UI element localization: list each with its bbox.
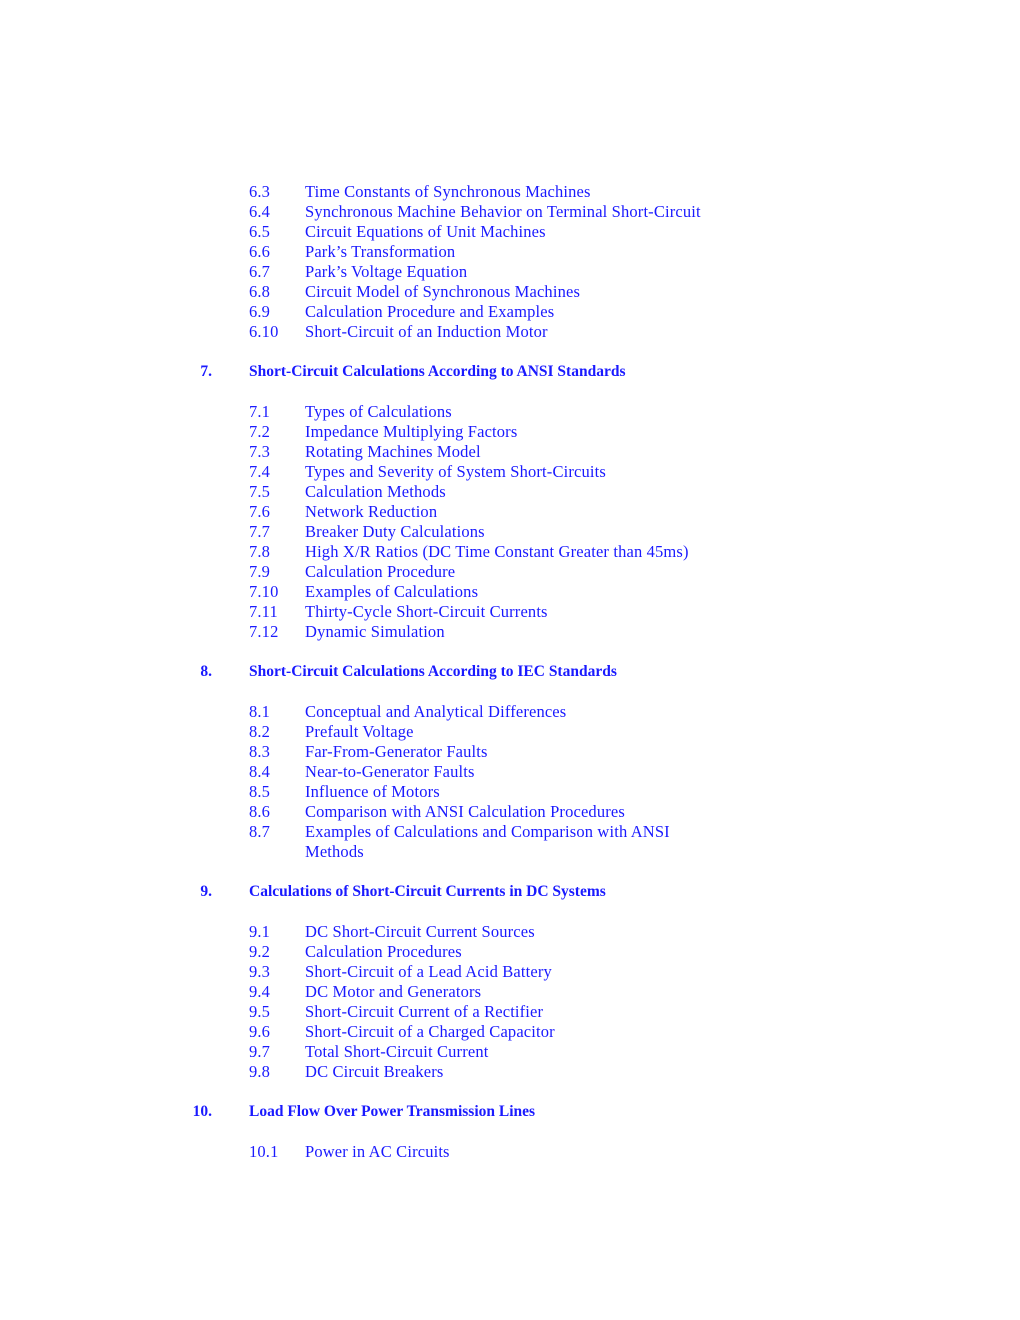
entry-title[interactable]: DC Short-Circuit Current Sources bbox=[305, 922, 535, 941]
chapter-heading[interactable] bbox=[0, 362, 1020, 382]
entry-number: 6.6 bbox=[249, 242, 271, 261]
entry-title[interactable]: DC Circuit Breakers bbox=[305, 1062, 444, 1081]
toc-entry[interactable] bbox=[0, 742, 1020, 762]
entry-title[interactable]: Park’s Voltage Equation bbox=[305, 262, 468, 281]
entry-number: 7.5 bbox=[249, 482, 271, 501]
entry-number: 6.4 bbox=[249, 202, 271, 221]
entry-title[interactable]: Time Constants of Synchronous Machines bbox=[305, 182, 591, 201]
entry-number: 9.5 bbox=[249, 1002, 271, 1021]
entry-number: 6.8 bbox=[249, 282, 271, 301]
entry-number: 6.10 bbox=[249, 322, 279, 341]
entry-title[interactable]: Calculation Procedure and Examples bbox=[305, 302, 555, 321]
chapter-10-section bbox=[0, 1102, 1020, 1162]
entry-number: 8.3 bbox=[249, 742, 271, 761]
entry-title[interactable]: Circuit Model of Synchronous Machines bbox=[305, 282, 581, 301]
entry-number: 6.5 bbox=[249, 222, 271, 241]
entry-title[interactable]: Near-to-Generator Faults bbox=[305, 762, 475, 781]
entry-number: 10.1 bbox=[249, 1142, 279, 1161]
entry-title[interactable]: Short-Circuit of a Charged Capacitor bbox=[305, 1022, 555, 1041]
toc-entry[interactable] bbox=[0, 262, 1020, 282]
toc-entry[interactable] bbox=[0, 482, 1020, 502]
entry-number: 9.6 bbox=[249, 1022, 271, 1041]
entry-number: 7.4 bbox=[249, 462, 271, 481]
chapter-number: 10. bbox=[192, 1103, 212, 1120]
entry-title[interactable]: Network Reduction bbox=[305, 502, 438, 521]
toc-entry[interactable] bbox=[0, 322, 1020, 342]
chapter-heading[interactable] bbox=[0, 662, 1020, 682]
toc-entry[interactable] bbox=[0, 422, 1020, 442]
entry-title[interactable]: Calculation Procedures bbox=[305, 942, 462, 961]
entry-title[interactable]: Short-Circuit of a Lead Acid Battery bbox=[305, 962, 552, 981]
entry-number: 7.10 bbox=[249, 582, 279, 601]
chapter-heading[interactable] bbox=[0, 882, 1020, 902]
toc-entry[interactable] bbox=[0, 562, 1020, 582]
entry-number: 7.3 bbox=[249, 442, 271, 461]
entry-title[interactable]: Calculation Procedure bbox=[305, 562, 456, 581]
entry-number: 7.1 bbox=[249, 402, 271, 421]
entry-number: 9.3 bbox=[249, 962, 271, 981]
toc-entry[interactable] bbox=[0, 922, 1020, 942]
chapter-6-section bbox=[0, 182, 1020, 342]
toc-entry[interactable] bbox=[0, 582, 1020, 602]
entry-title[interactable]: Park’s Transformation bbox=[305, 242, 456, 261]
entry-number: 8.6 bbox=[249, 802, 271, 821]
chapter-number: 9. bbox=[200, 883, 212, 900]
toc-entry[interactable] bbox=[0, 202, 1020, 222]
toc-entry[interactable] bbox=[0, 1142, 1020, 1162]
entry-title[interactable]: Dynamic Simulation bbox=[305, 622, 445, 641]
chapter-title[interactable]: Short-Circuit Calculations According to IEC Standards bbox=[249, 663, 617, 680]
entry-title[interactable]: Breaker Duty Calculations bbox=[305, 522, 485, 541]
toc-entry[interactable] bbox=[0, 502, 1020, 522]
toc-entry[interactable] bbox=[0, 622, 1020, 642]
chapter-title[interactable]: Short-Circuit Calculations According to ANSI Standards bbox=[249, 363, 626, 380]
entry-title[interactable]: Rotating Machines Model bbox=[305, 442, 481, 461]
entry-title[interactable]: Short-Circuit Current of a Rectifier bbox=[305, 1002, 544, 1021]
entry-title[interactable]: Impedance Multiplying Factors bbox=[305, 422, 518, 441]
entry-number: 6.7 bbox=[249, 262, 271, 281]
chapter-7-section bbox=[0, 362, 1020, 642]
toc-entry[interactable] bbox=[0, 542, 1020, 562]
chapter-9-section bbox=[0, 882, 1020, 1082]
entry-title[interactable]: Examples of Calculations bbox=[305, 582, 479, 601]
chapter-number: 8. bbox=[200, 663, 212, 680]
entry-title[interactable]: Types of Calculations bbox=[305, 402, 452, 421]
toc-entry[interactable] bbox=[0, 802, 1020, 822]
entry-title[interactable]: Synchronous Machine Behavior on Terminal Short-Circuit bbox=[305, 202, 701, 221]
entry-title[interactable]: Far-From-Generator Faults bbox=[305, 742, 488, 761]
entry-title[interactable]: Comparison with ANSI Calculation Procedures bbox=[305, 802, 625, 821]
toc-entry[interactable] bbox=[0, 822, 1020, 842]
toc-entry[interactable] bbox=[0, 1062, 1020, 1082]
toc-entry[interactable] bbox=[0, 782, 1020, 802]
entry-number: 7.7 bbox=[249, 522, 271, 541]
toc-entry[interactable] bbox=[0, 442, 1020, 462]
table-of-contents bbox=[0, 182, 1020, 1162]
entry-title[interactable]: Circuit Equations of Unit Machines bbox=[305, 222, 546, 241]
toc-entry[interactable] bbox=[0, 1042, 1020, 1062]
chapter-title[interactable]: Calculations of Short-Circuit Currents in DC Systems bbox=[249, 883, 606, 900]
entry-title[interactable]: Methods bbox=[305, 842, 364, 861]
entry-number: 9.7 bbox=[249, 1042, 271, 1061]
toc-entry[interactable] bbox=[0, 982, 1020, 1002]
entry-number: 8.5 bbox=[249, 782, 271, 801]
entry-number: 8.1 bbox=[249, 702, 271, 721]
entry-number: 9.8 bbox=[249, 1062, 271, 1081]
toc-entry[interactable] bbox=[0, 222, 1020, 242]
entry-number: 6.3 bbox=[249, 182, 271, 201]
toc-entry[interactable] bbox=[0, 942, 1020, 962]
toc-entry[interactable] bbox=[0, 302, 1020, 322]
toc-entry[interactable] bbox=[0, 702, 1020, 722]
entry-title[interactable]: Total Short-Circuit Current bbox=[305, 1042, 489, 1061]
toc-entry-continuation[interactable] bbox=[0, 842, 1020, 862]
entry-title[interactable]: Short-Circuit of an Induction Motor bbox=[305, 322, 548, 341]
entry-number: 7.12 bbox=[249, 622, 279, 641]
entry-title[interactable]: Power in AC Circuits bbox=[305, 1142, 450, 1161]
toc-entry[interactable] bbox=[0, 242, 1020, 262]
entry-number: 9.1 bbox=[249, 922, 271, 941]
entry-title[interactable]: DC Motor and Generators bbox=[305, 982, 482, 1001]
entry-title[interactable]: Prefault Voltage bbox=[305, 722, 414, 741]
toc-entry[interactable] bbox=[0, 462, 1020, 482]
entry-title[interactable]: Conceptual and Analytical Differences bbox=[305, 702, 567, 721]
entry-number: 6.9 bbox=[249, 302, 271, 321]
toc-entry[interactable] bbox=[0, 602, 1020, 622]
toc-entry[interactable] bbox=[0, 282, 1020, 302]
chapter-8-section bbox=[0, 662, 1020, 862]
entry-number: 7.9 bbox=[249, 562, 271, 581]
toc-entry[interactable] bbox=[0, 722, 1020, 742]
entry-number: 9.2 bbox=[249, 942, 271, 961]
toc-entry[interactable] bbox=[0, 1002, 1020, 1022]
entry-title[interactable]: High X/R Ratios (DC Time Constant Greater than 45ms) bbox=[305, 542, 689, 561]
entry-number: 8.7 bbox=[249, 822, 271, 841]
entry-number: 7.11 bbox=[249, 602, 278, 621]
toc-entry[interactable] bbox=[0, 762, 1020, 782]
toc-entry[interactable] bbox=[0, 962, 1020, 982]
entry-title[interactable]: Types and Severity of System Short-Circuits bbox=[305, 462, 606, 481]
toc-entry[interactable] bbox=[0, 182, 1020, 202]
entry-number: 7.8 bbox=[249, 542, 271, 561]
entry-number: 8.4 bbox=[249, 762, 271, 781]
toc-entry[interactable] bbox=[0, 1022, 1020, 1042]
entry-number: 9.4 bbox=[249, 982, 271, 1001]
entry-number: 7.2 bbox=[249, 422, 271, 441]
entry-title[interactable]: Calculation Methods bbox=[305, 482, 446, 501]
chapter-title[interactable]: Load Flow Over Power Transmission Lines bbox=[249, 1103, 536, 1120]
entry-number: 7.6 bbox=[249, 502, 271, 521]
entry-title[interactable]: Thirty-Cycle Short-Circuit Currents bbox=[305, 602, 548, 621]
entry-title[interactable]: Examples of Calculations and Comparison with ANSI bbox=[305, 822, 670, 841]
entry-number: 8.2 bbox=[249, 722, 271, 741]
toc-entry[interactable] bbox=[0, 402, 1020, 422]
chapter-number: 7. bbox=[200, 363, 212, 380]
chapter-heading[interactable] bbox=[0, 1102, 1020, 1122]
toc-entry[interactable] bbox=[0, 522, 1020, 542]
entry-title[interactable]: Influence of Motors bbox=[305, 782, 440, 801]
